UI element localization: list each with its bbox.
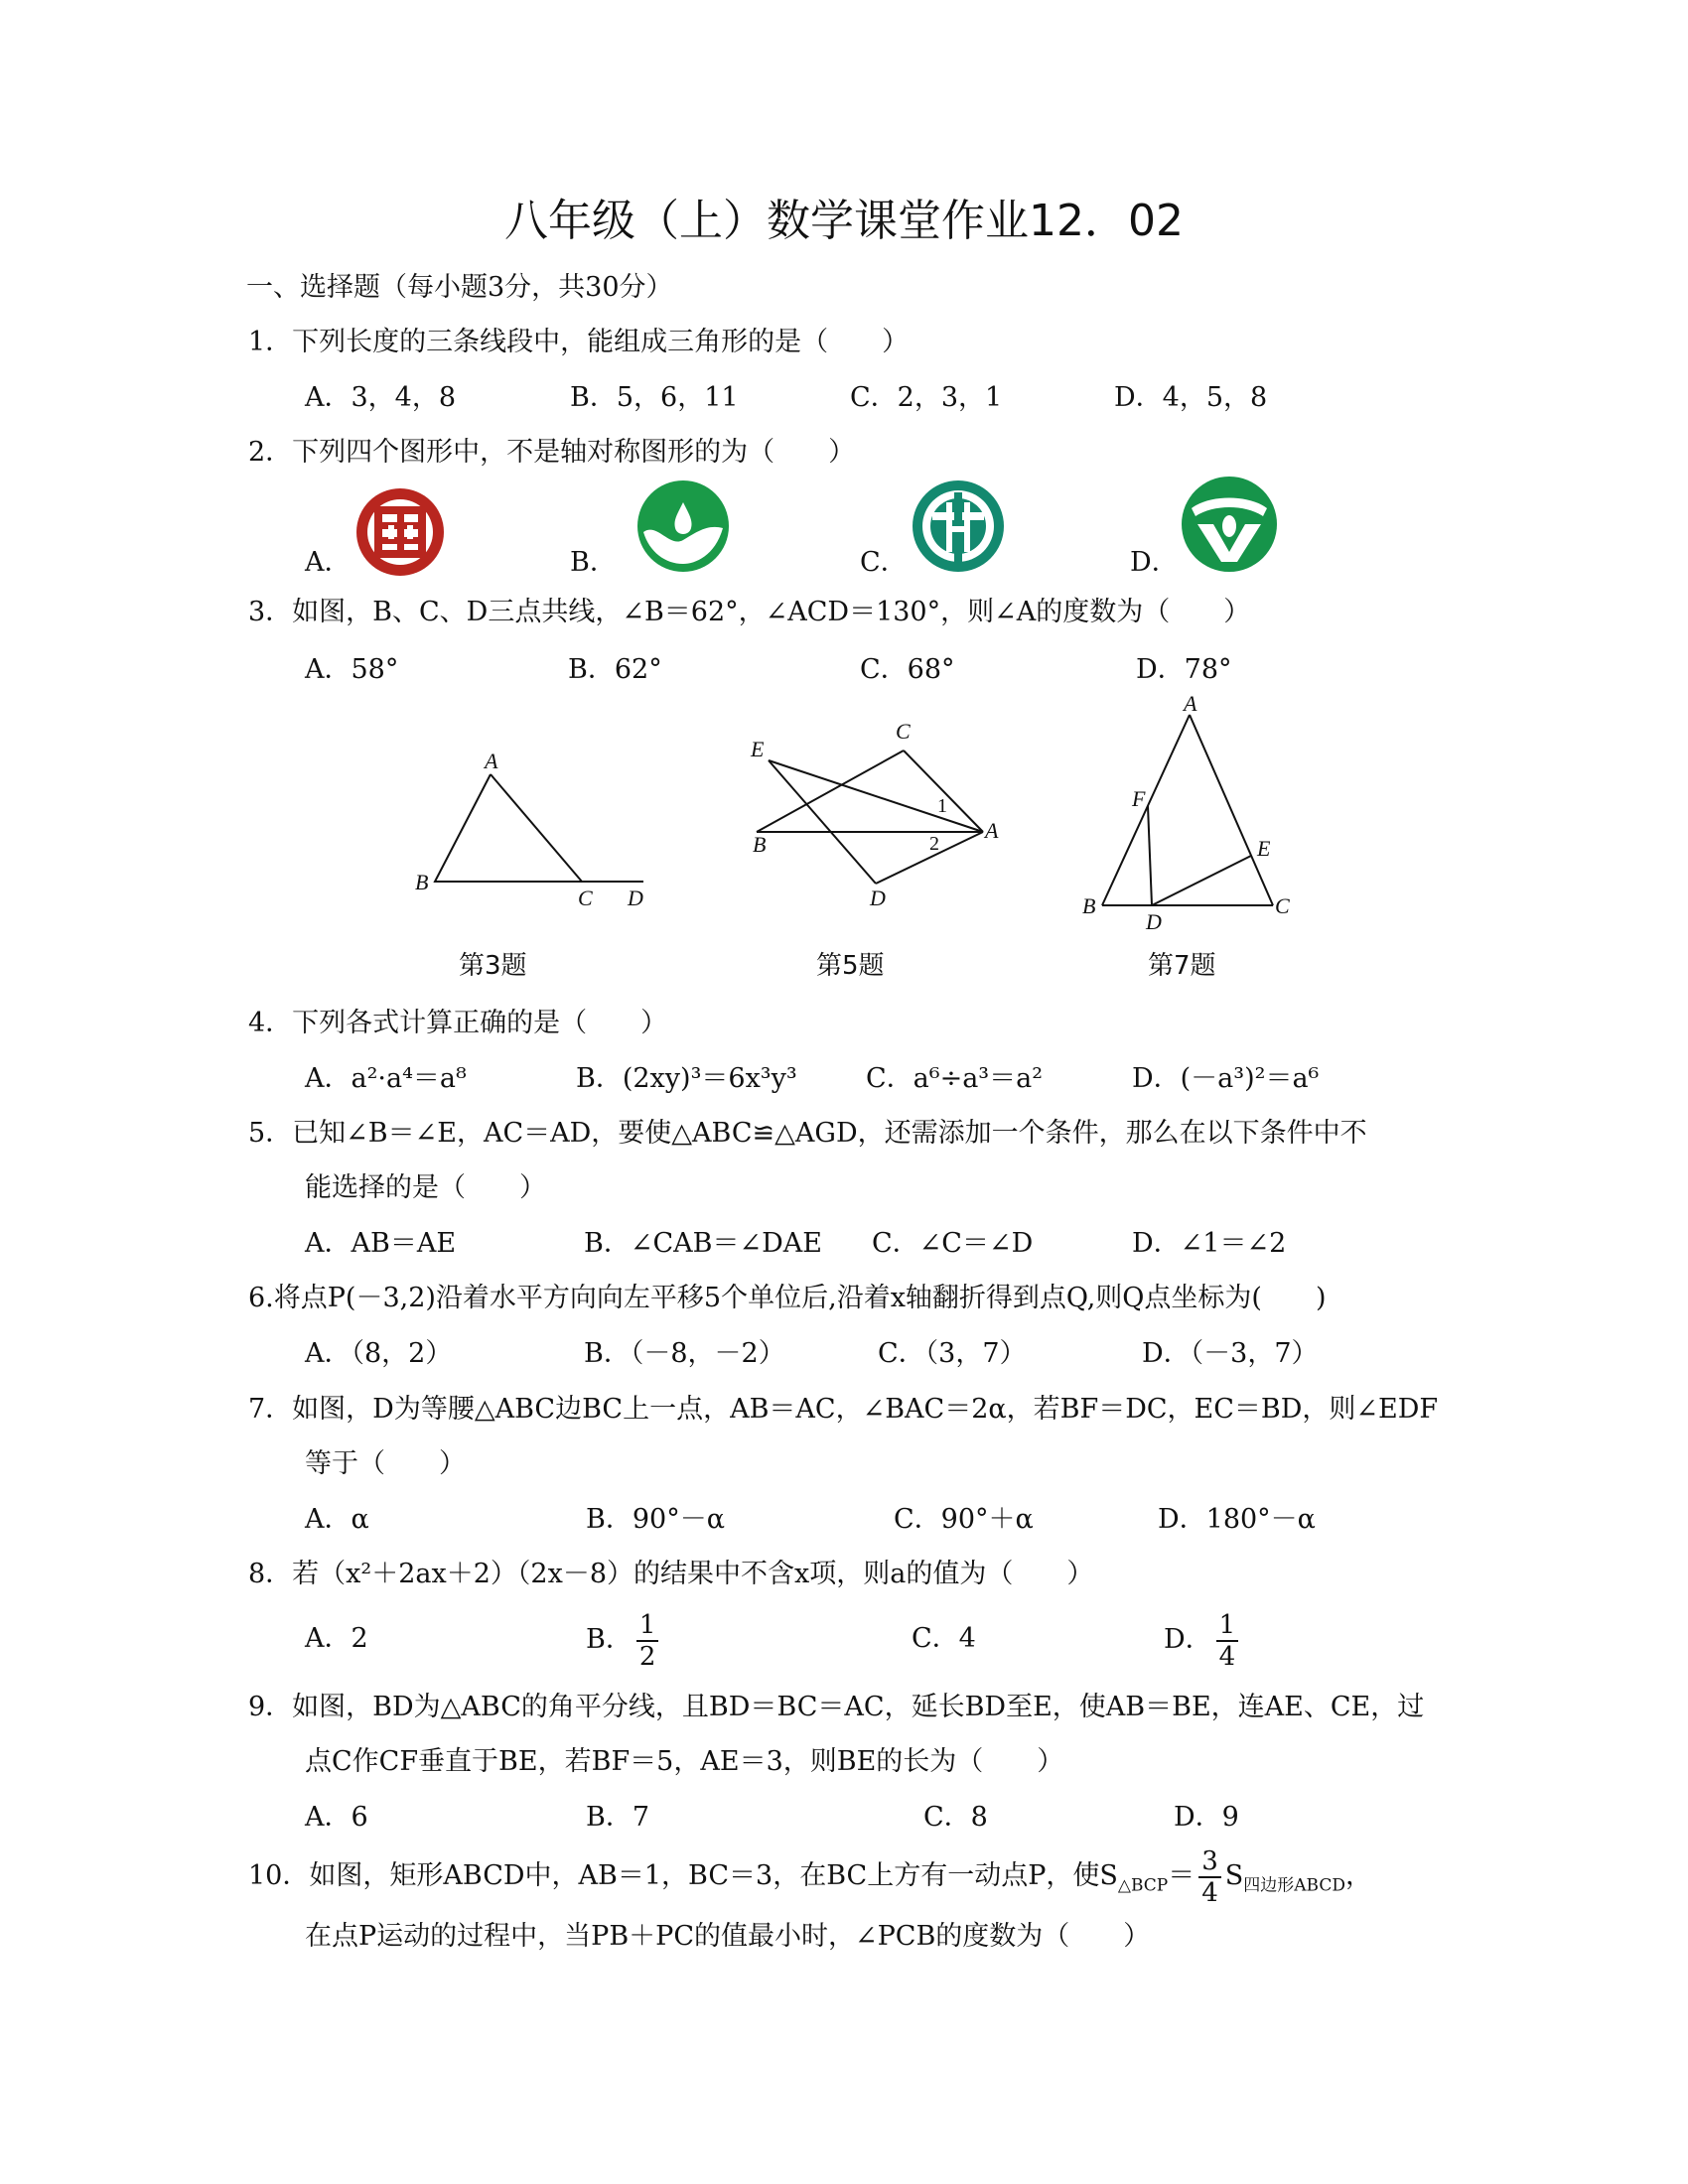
- q1-stem: 1．下列长度的三条线段中，能组成三角形的是（ ）: [248, 327, 910, 357]
- logo-d-icon: [1180, 475, 1279, 574]
- section-heading: 一、选择题（每小题3分，共30分）: [246, 272, 673, 303]
- fig5-angle-1: 1: [937, 795, 947, 817]
- fig7-label-b: B: [1082, 893, 1096, 918]
- q9-option-d: D．9: [1174, 1802, 1239, 1833]
- q8-stem: 8．若（x²＋2ax＋2）（2x－8）的结果中不含x项，则a的值为（ ）: [248, 1559, 1094, 1589]
- frac-numerator: 1: [1216, 1610, 1239, 1642]
- q8-option-a: A．2: [305, 1623, 368, 1654]
- q6-stem: 6.将点P(－3,2)沿着水平方向向左平移5个单位后,沿着x轴翻折得到点Q,则Q点坐标为( ): [248, 1283, 1327, 1313]
- q3-stem: 3．如图，B、C、D三点共线，∠B＝62°，∠ACD＝130°，则∠A的度数为（ ）: [248, 597, 1251, 627]
- figure-q3: [407, 745, 655, 913]
- fig3-label-c: C: [578, 886, 593, 910]
- fig5-angle-2: 2: [929, 833, 939, 855]
- q8-option-c: C．4: [912, 1623, 976, 1654]
- q3-option-d: D．78°: [1136, 654, 1232, 685]
- q4-stem: 4．下列各式计算正确的是（ ）: [248, 1008, 668, 1038]
- q1-option-b: B．5，6，11: [570, 382, 739, 413]
- fig7-label-c: C: [1275, 893, 1290, 918]
- q9-option-a: A．6: [305, 1802, 368, 1833]
- q8-option-b-label: B．: [586, 1624, 633, 1655]
- q6-option-b: B．（－8，－2）: [584, 1338, 785, 1369]
- q10-stem-line2: 在点P运动的过程中，当PB＋PC的值最小时，∠PCB的度数为（ ）: [305, 1921, 1151, 1952]
- fig5-label-e: E: [751, 737, 765, 761]
- fig3-label-b: B: [415, 870, 429, 894]
- q2-stem: 2．下列四个图形中，不是轴对称图形的为（ ）: [248, 437, 856, 468]
- logo-a-icon: [352, 484, 448, 580]
- q9-stem-line1: 9．如图，BD为△ABC的角平分线，且BD＝BC＝AC，延长BD至E，使AB＝BE，连AE、CE，过: [248, 1692, 1425, 1722]
- q4-option-d: D．(－a³)²＝a⁶: [1132, 1063, 1320, 1094]
- fig5-label-a: A: [985, 818, 999, 843]
- q10-s: S: [1224, 1860, 1244, 1891]
- figure-q5: [735, 715, 1013, 913]
- frac-numerator: 1: [636, 1610, 659, 1642]
- figure-caption-q7: 第7题: [1148, 951, 1216, 981]
- logo-c-icon: [911, 478, 1006, 574]
- fig7-label-f: F: [1132, 786, 1146, 811]
- q7-stem-line1: 7．如图，D为等腰△ABC边BC上一点，AB＝AC，∠BAC＝2α，若BF＝DC，EC＝BD，则∠EDF: [248, 1394, 1439, 1425]
- page-title: 八年级（上）数学课堂作业12．02: [504, 196, 1184, 246]
- q9-option-c: C．8: [923, 1802, 988, 1833]
- figure-caption-q3: 第3题: [459, 951, 527, 981]
- q4-option-a: A．a²·a⁴＝a⁸: [305, 1063, 467, 1094]
- q2-option-d: D．: [1130, 547, 1179, 578]
- q7-option-b: B．90°－α: [586, 1504, 725, 1535]
- q10-sub-quad: 四边形ABCD: [1243, 1875, 1345, 1896]
- q10-comma: ，: [1344, 1860, 1372, 1891]
- q8-option-b: [586, 1600, 662, 1680]
- q9-stem-line2: 点C作CF垂直于BE，若BF＝5，AE＝3，则BE的长为（ ）: [305, 1746, 1064, 1777]
- fig5-label-d: D: [870, 886, 886, 910]
- q6-option-d: D．（－3，7）: [1142, 1338, 1319, 1369]
- q3-option-a: A．58°: [305, 654, 399, 685]
- q10-stem-line1: [248, 1837, 1372, 1925]
- q7-option-a: A．α: [305, 1504, 369, 1535]
- q6-option-a: A．（8，2）: [305, 1338, 453, 1369]
- q10-fraction: [1198, 1846, 1221, 1908]
- q4-option-b: B．(2xy)³＝6x³y³: [576, 1063, 797, 1094]
- q8-option-d-fraction: [1216, 1610, 1239, 1672]
- q2-option-c: C．: [860, 547, 908, 578]
- q8-option-b-fraction: [636, 1610, 659, 1672]
- q10-sub-triangle: △BCP: [1117, 1875, 1169, 1896]
- q7-option-c: C．90°＋α: [894, 1504, 1034, 1535]
- q2-option-a: A．: [305, 547, 352, 578]
- q1-option-d: D．4，5，8: [1114, 382, 1268, 413]
- q5-stem-line2: 能选择的是（ ）: [305, 1172, 546, 1203]
- fig5-label-b: B: [753, 832, 767, 857]
- q8-option-d-label: D．: [1164, 1624, 1212, 1655]
- q3-option-c: C．68°: [860, 654, 955, 685]
- q3-option-b: B．62°: [568, 654, 662, 685]
- q10-equals: ＝: [1168, 1860, 1196, 1891]
- q7-stem-line2: 等于（ ）: [305, 1448, 466, 1479]
- q10-stem-part1: 10．如图，矩形ABCD中，AB＝1，BC＝3，在BC上方有一动点P，使S: [248, 1860, 1118, 1891]
- q5-option-a: A．AB＝AE: [305, 1228, 457, 1259]
- q8-option-d: [1164, 1600, 1242, 1680]
- q9-option-b: B．7: [586, 1802, 650, 1833]
- frac-denominator: 2: [638, 1641, 656, 1672]
- q1-option-c: C．2，3，1: [850, 382, 1003, 413]
- fig7-label-e: E: [1257, 836, 1271, 861]
- q4-option-c: C．a⁶÷a³＝a²: [866, 1063, 1044, 1094]
- q6-option-c: C．（3，7）: [878, 1338, 1027, 1369]
- frac-denominator: 4: [1201, 1877, 1218, 1908]
- fig3-label-a: A: [485, 749, 498, 773]
- fig7-label-a: A: [1184, 691, 1197, 716]
- q5-option-c: C．∠C＝∠D: [872, 1228, 1034, 1259]
- q5-option-b: B．∠CAB＝∠DAE: [584, 1228, 822, 1259]
- frac-denominator: 4: [1218, 1641, 1236, 1672]
- figure-caption-q5: 第5题: [816, 951, 885, 981]
- fig7-label-d: D: [1146, 909, 1162, 934]
- q5-stem-line1: 5．已知∠B＝∠E，AC＝AD，要使△ABC≌△AGD，还需添加一个条件，那么在以下条件中不: [248, 1118, 1367, 1149]
- q7-option-d: D．180°－α: [1158, 1504, 1316, 1535]
- q2-option-b: B．: [570, 547, 617, 578]
- fig5-label-c: C: [896, 719, 911, 744]
- frac-numerator: 3: [1198, 1846, 1221, 1878]
- q5-option-d: D．∠1＝∠2: [1132, 1228, 1287, 1259]
- figure-q7: [1072, 691, 1311, 934]
- logo-b-icon: [635, 478, 731, 574]
- fig3-label-d: D: [628, 886, 643, 910]
- q1-option-a: A．3，4，8: [305, 382, 457, 413]
